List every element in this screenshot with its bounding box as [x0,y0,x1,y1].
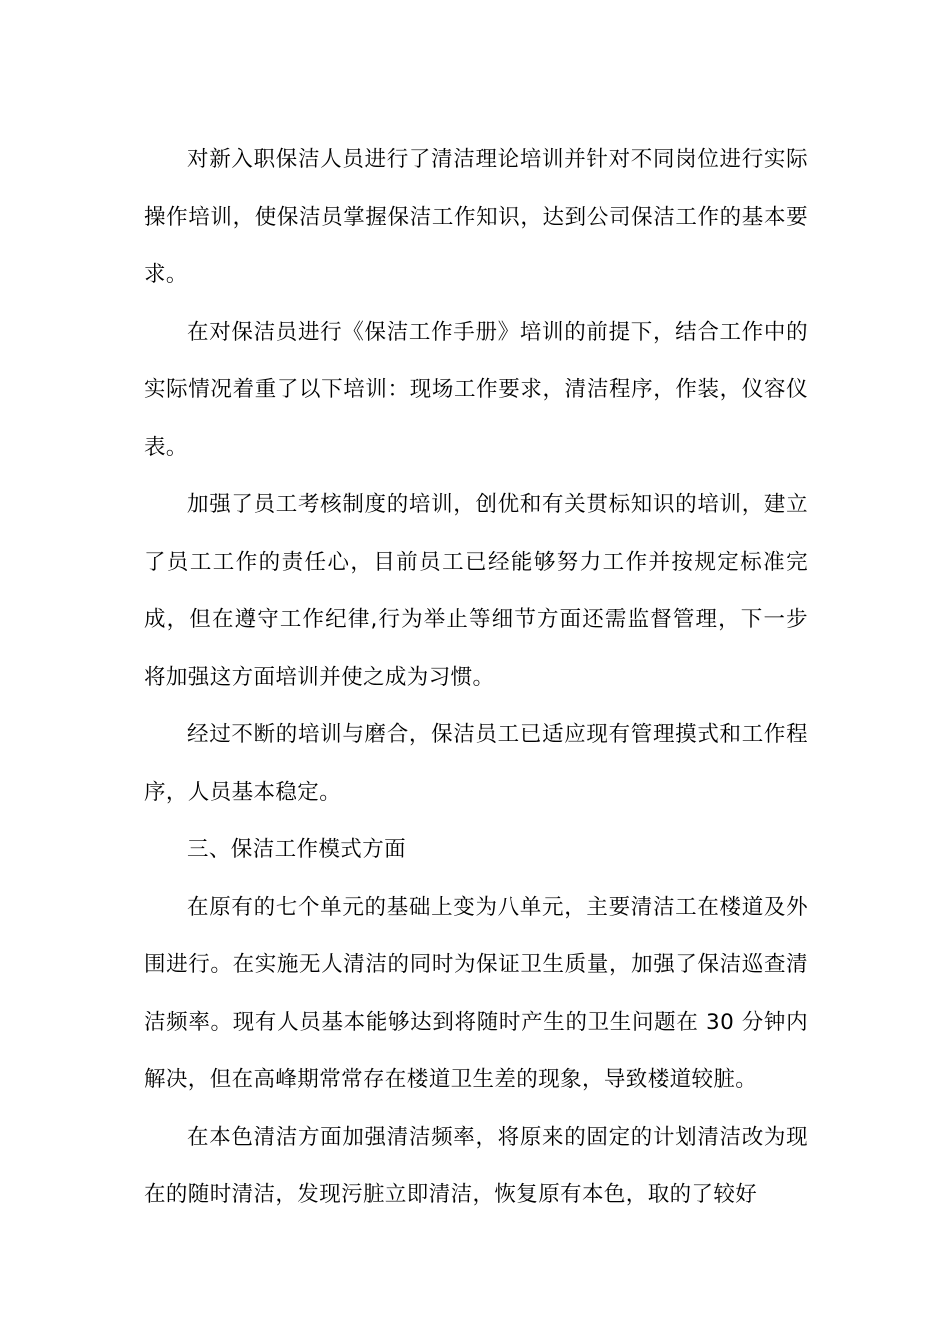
section-heading: 三、保洁工作模式方面 [187,837,407,862]
paragraph-cleaning-units: 在原有的七个单元的基础上变为八单元，主要清洁工在楼道及外围进行。在实施无人清洁的同时为保证卫生质量，加强了保洁巡查清洁频率。现有人员基本能够达到将随时产生的卫生问题在 30 分钟内解决，但在高峰期常常存在楼道卫生差的现象，导致楼道较脏。 [144,894,808,1092]
document-body [144,131,808,1224]
paragraph-staff-stability: 经过不断的培训与磨合，保洁员工已适应现有管理摸式和工作程序，人员基本稳定。 [144,722,808,805]
paragraph-assessment-training: 加强了员工考核制度的培训，创优和有关贯标知识的培训，建立了员工工作的责任心，目前员工已经能够努力工作并按规定标准完成，但在遵守工作纪律,行为举止等细节方面还需监督管理，下一步将加强这方面培训并使之成为习惯。 [144,492,808,690]
paragraph-cleaning-frequency: 在本色清洁方面加强清洁频率，将原来的固定的计划清洁改为现在的随时清洁，发现污脏立即清洁，恢复原有本色，取的了较好 [144,1124,808,1207]
paragraph-training-manual: 在对保洁员进行《保洁工作手册》培训的前提下，结合工作中的实际情况着重了以下培训：现场工作要求，清洁程序，作装，仪容仪表。 [144,319,808,460]
paragraph-training-theory: 对新入职保洁人员进行了清洁理论培训并针对不同岗位进行实际操作培训，使保洁员掌握保洁工作知识，达到公司保洁工作的基本要求。 [144,147,808,287]
